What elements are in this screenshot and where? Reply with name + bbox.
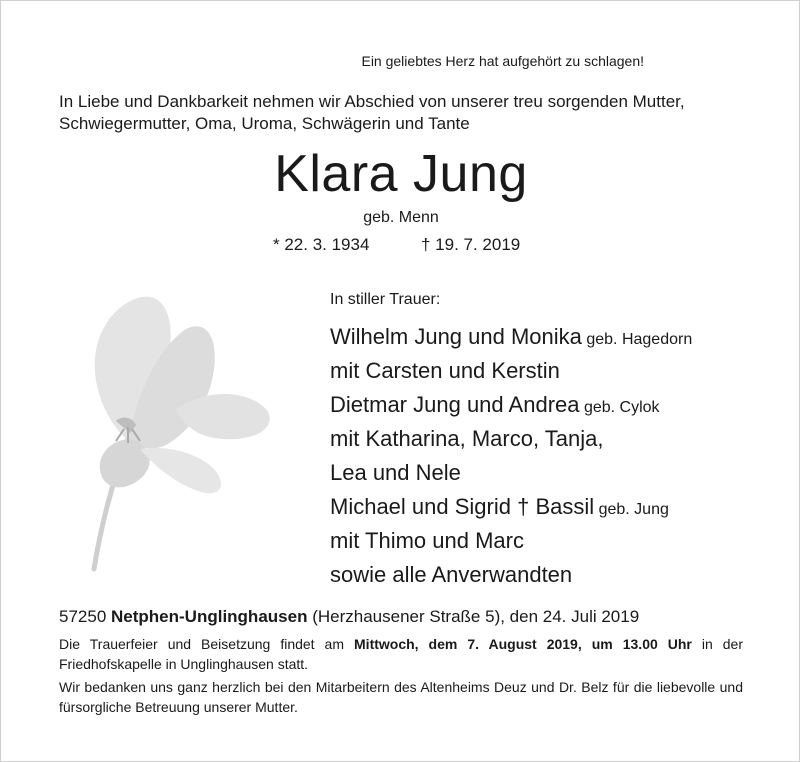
life-dates (273, 235, 520, 255)
tulip-image (56, 289, 286, 579)
mourning-label: In stiller Trauer: (330, 291, 441, 308)
motto: Ein geliebtes Herz hat aufgehört zu schlagen! (361, 53, 644, 69)
family-line: Dietmar Jung und Andrea geb. Cylok (330, 392, 660, 417)
thanks-text: Wir bedanken uns ganz herzlich bei den Mitarbeitern des Altenheims Deuz und Dr. Belz für die liebevolle und fürsorgliche Betreuung unserer Mutter. (59, 679, 743, 715)
family-line: mit Thimo und Marc (330, 528, 524, 553)
deceased-name: Klara Jung (274, 145, 528, 203)
family-line: mit Carsten und Kerstin (330, 358, 560, 383)
maiden-name: geb. Menn (363, 209, 439, 226)
family-line: mit Katharina, Marco, Tanja, (330, 426, 604, 451)
address-street: (Herzhausener Straße 5), den 24. Juli 2019 (312, 607, 640, 626)
address-zip: 57250 (59, 607, 107, 626)
family-line: Michael und Sigrid † Bassil geb. Jung (330, 494, 669, 519)
address-line (59, 607, 639, 627)
intro-line-2: Schwiegermutter, Oma, Uroma, Schwägerin und Tante (59, 114, 470, 133)
family-list (330, 321, 692, 593)
funeral-datetime: Mittwoch, dem 7. August 2019, um 13.00 Uhr (354, 636, 692, 652)
address-town: Netphen-Unglinghausen (111, 607, 308, 626)
family-line: Wilhelm Jung und Monika geb. Hagedorn (330, 324, 693, 349)
intro-line-1: In Liebe und Dankbarkeit nehmen wir Abschied von unserer treu sorgenden Mutter, (59, 92, 685, 111)
birth-date: * 22. 3. 1934 (273, 235, 370, 254)
death-date: † 19. 7. 2019 (421, 235, 521, 254)
intro-text (59, 91, 759, 135)
family-line: sowie alle Anverwandten (330, 562, 573, 587)
funeral-info: Die Trauerfeier und Beisetzung findet am Mittwoch, dem 7. August 2019, um 13.00 Uhr in der Friedhofskapelle in Unglinghausen statt. (59, 636, 743, 672)
family-line: Lea und Nele (330, 460, 461, 485)
